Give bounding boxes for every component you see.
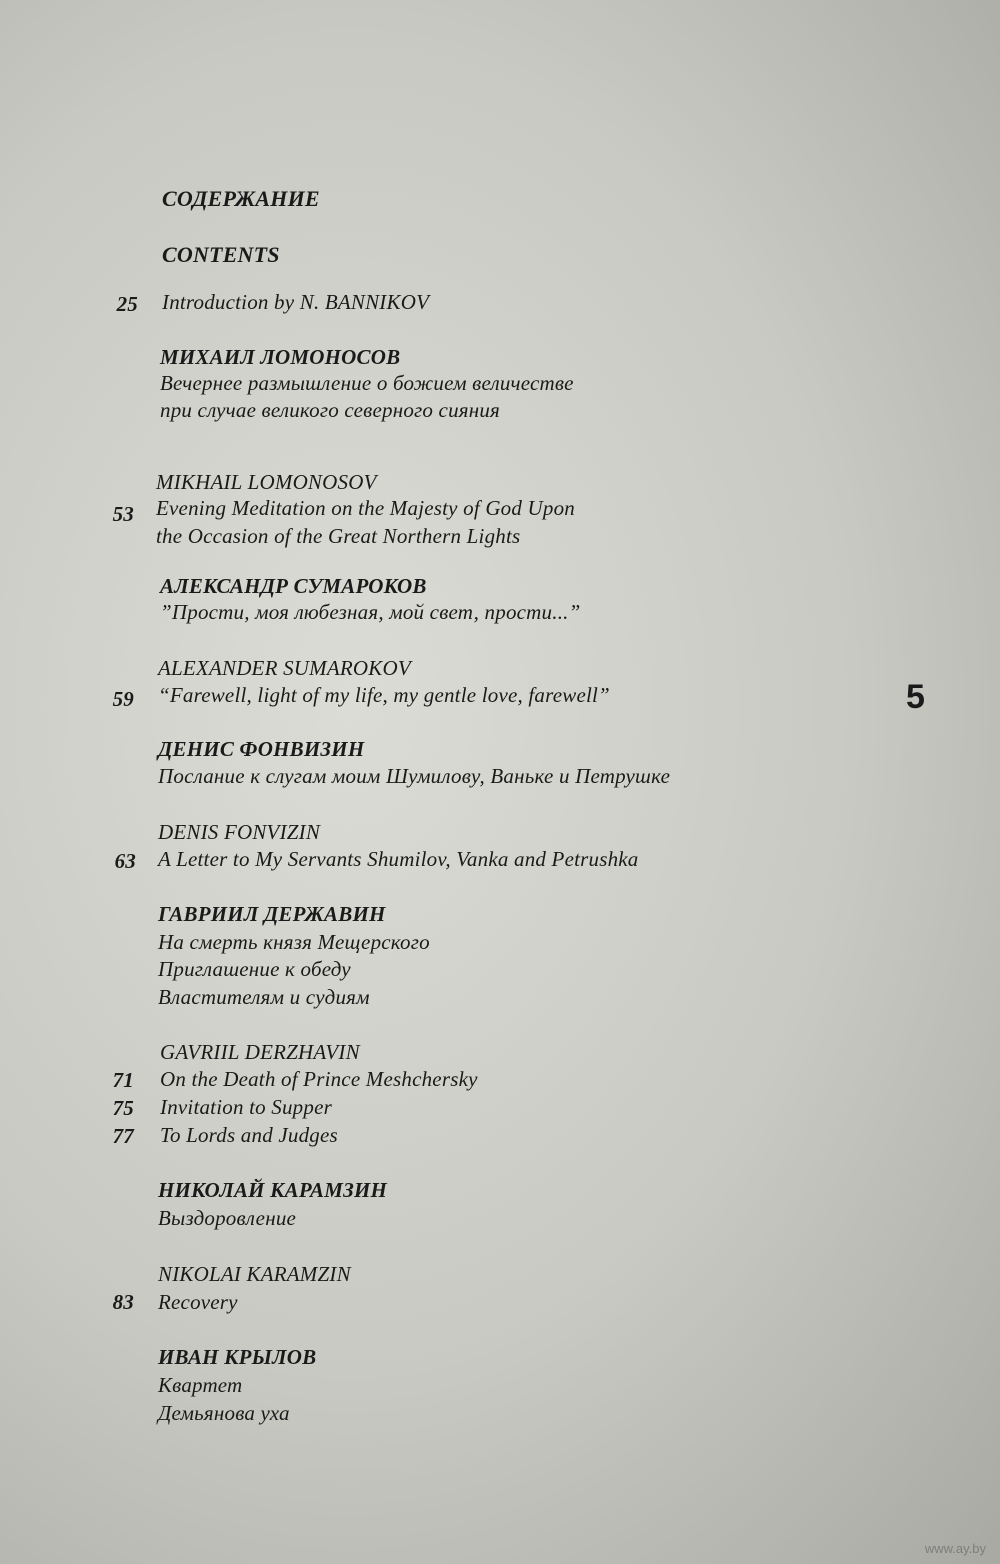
author-en-lomonosov: MIKHAIL LOMONOSOV <box>156 470 377 494</box>
page-number: 63 <box>114 849 136 873</box>
page-number: 83 <box>112 1290 134 1314</box>
author-ru-krylov: ИВАН КРЫЛОВ <box>158 1345 317 1369</box>
author-ru-karamzin: НИКОЛАЙ КАРАМЗИН <box>158 1178 388 1202</box>
author-ru-lomonosov: МИХАИЛ ЛОМОНОСОВ <box>160 345 401 369</box>
page-number: 53 <box>112 502 134 526</box>
toc-title: “Farewell, light of my life, my gentle love, farewell” <box>158 683 610 707</box>
toc-title: Выздоровление <box>158 1206 297 1230</box>
author-ru-sumarokov: АЛЕКСАНДР СУМАРОКОВ <box>160 574 427 598</box>
toc-title: A Letter to My Servants Shumilov, Vanka and Petrushka <box>158 847 639 871</box>
author-en-karamzin: NIKOLAI KARAMZIN <box>158 1262 351 1286</box>
toc-title: при случае великого северного сияния <box>160 398 501 422</box>
intro-page-number: 25 <box>116 292 138 316</box>
author-ru-derzhavin: ГАВРИИЛ ДЕРЖАВИН <box>158 902 386 926</box>
toc-title: Invitation to Supper <box>160 1095 332 1119</box>
toc-title: On the Death of Prince Meshchersky <box>160 1067 478 1091</box>
author-en-derzhavin: GAVRIIL DERZHAVIN <box>160 1040 360 1064</box>
toc-title: the Occasion of the Great Northern Lights <box>156 524 521 548</box>
page-folio-number: 5 <box>906 678 925 716</box>
toc-title: Демьянова уха <box>158 1401 290 1425</box>
toc-title: To Lords and Judges <box>160 1123 338 1147</box>
toc-title: Recovery <box>158 1290 238 1314</box>
page-number: 75 <box>112 1096 134 1120</box>
page-number: 59 <box>112 687 134 711</box>
toc-title: Властителям и судиям <box>158 985 370 1009</box>
toc-title: Вечернее размышление о божием величестве <box>160 371 574 395</box>
toc-title: Приглашение к обеду <box>158 957 351 981</box>
bleed-through-text <box>640 180 970 1440</box>
author-ru-fonvizin: ДЕНИС ФОНВИЗИН <box>158 737 365 761</box>
author-en-fonvizin: DENIS FONVIZIN <box>158 820 321 844</box>
page-number: 71 <box>112 1068 134 1092</box>
page-number: 77 <box>112 1124 134 1148</box>
contents-heading-en: CONTENTS <box>162 242 280 267</box>
author-en-sumarokov: ALEXANDER SUMAROKOV <box>158 656 411 680</box>
toc-title: Квартет <box>158 1373 243 1397</box>
intro-title: Introduction by N. BANNIKOV <box>162 290 430 314</box>
watermark-text: www.ay.by <box>924 1541 986 1556</box>
contents-heading-ru: СОДЕРЖАНИЕ <box>162 186 320 211</box>
toc-title: Evening Meditation on the Majesty of God Upon <box>156 496 576 520</box>
toc-title: ”Прости, моя любезная, мой свет, прости...” <box>160 600 581 624</box>
toc-title: На смерть князя Мещерского <box>158 930 430 954</box>
toc-title: Послание к слугам моим Шумилову, Ваньке и Петрушке <box>158 764 671 788</box>
